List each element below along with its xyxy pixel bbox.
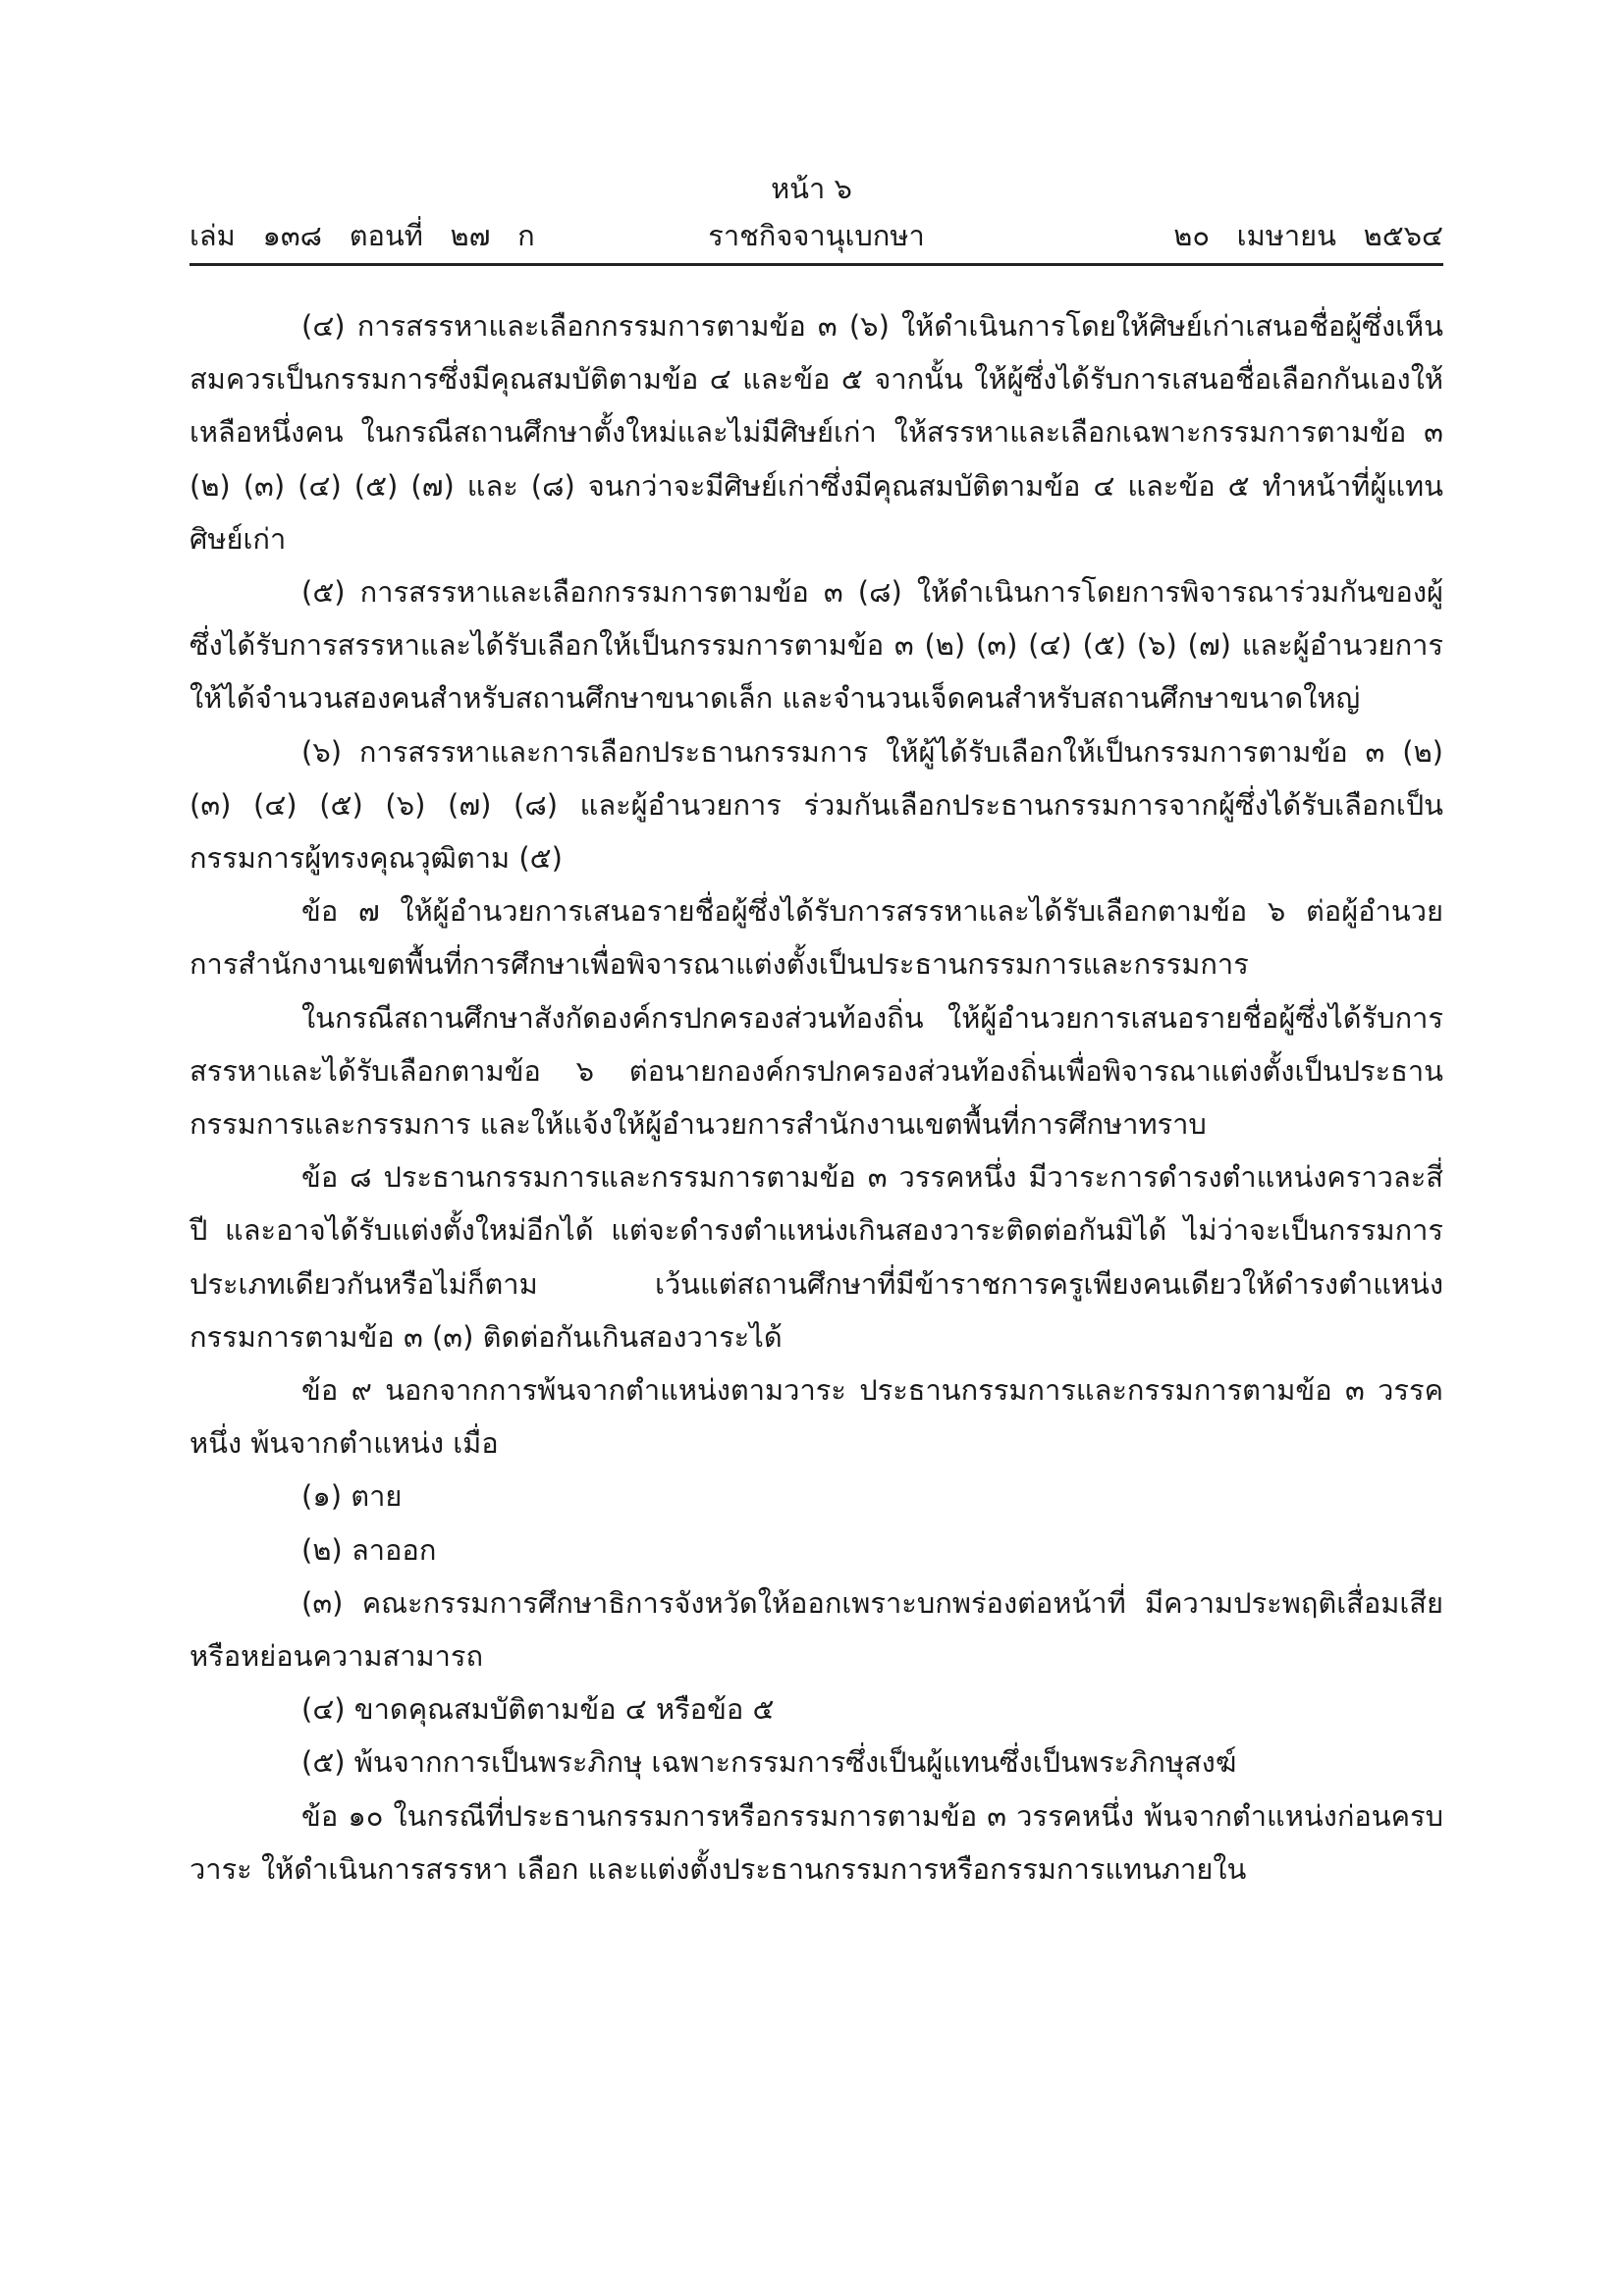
termination-item-5: (๕) พ้นจากการเป็นพระภิกษุ เฉพาะกรรมการซึ่งเป็นผู้แทนซึ่งเป็นพระภิกษุสงฆ์: [301, 1745, 1237, 1780]
article-7: ข้อ ๗ ให้ผู้อำนวยการเสนอรายชื่อผู้ซึ่งได้รับการสรรหาและได้รับเลือกตามข้อ ๖ ต่อผู้อำนวยการสำนักงานเขตพื้นที่การศึกษาเพื่อพิจารณาแต่งตั้งเป็นประธานกรรมการและกรรมการ: [189, 894, 1443, 982]
gazette-header: [189, 214, 1443, 257]
page-number: หน้า ๖: [771, 172, 852, 205]
header-divider: [189, 263, 1443, 266]
volume-issue: เล่ม ๑๓๘ ตอนที่ ๒๗ ก: [189, 219, 535, 252]
termination-item-4: (๔) ขาดคุณสมบัติตามข้อ ๔ หรือข้อ ๕: [301, 1692, 775, 1727]
publication-title: ราชกิจจานุเบกษา: [708, 219, 925, 252]
publication-date: ๒๐ เมษายน ๒๕๖๔: [1173, 219, 1443, 252]
paragraph-4-alumni-selection: (๔) การสรรหาและเลือกกรรมการตามข้อ ๓ (๖) ให้ดำเนินการโดยให้ศิษย์เก่าเสนอชื่อผู้ซึ่งเห็นสมควรเป็นกรรมการซึ่งมีคุณสมบัติตามข้อ ๔ และข้อ ๕ จากนั้น ให้ผู้ซึ่งได้รับการเสนอชื่อเลือกกันเองให้เหลือหนึ่งคน ในกรณีสถานศึกษาตั้งใหม่และไม่มีศิษย์เก่า ให้สรรหาและเลือกเฉพาะกรรมการตามข้อ ๓ (๒) (๓) (๔) (๕) (๗) และ (๘) จนกว่าจะมีศิษย์เก่าซึ่งมีคุณสมบัติตามข้อ ๔ และข้อ ๕ ทำหน้าที่ผู้แทนศิษย์เก่า: [189, 309, 1443, 556]
paragraph-6-chair-selection: (๖) การสรรหาและการเลือกประธานกรรมการ ให้ผู้ได้รับเลือกให้เป็นกรรมการตามข้อ ๓ (๒) (๓) (๔) (๕) (๖) (๗) (๘) และผู้อำนวยการ ร่วมกันเลือกประธานกรรมการจากผู้ซึ่งได้รับเลือกเป็นกรรมการผู้ทรงคุณวุฒิตาม (๕): [189, 734, 1443, 876]
termination-item-2: (๒) ลาออก: [301, 1532, 437, 1567]
article-7-local-government: ในกรณีสถานศึกษาสังกัดองค์กรปกครองส่วนท้องถิ่น ให้ผู้อำนวยการเสนอรายชื่อผู้ซึ่งได้รับการสรรหาและได้รับเลือกตามข้อ ๖ ต่อนายกองค์กรปกครองส่วนท้องถิ่นเพื่อพิจารณาแต่งตั้งเป็นประธานกรรมการและกรรมการ และให้แจ้งให้ผู้อำนวยการสำนักงานเขตพื้นที่การศึกษาทราบ: [189, 1000, 1443, 1142]
termination-item-1: (๑) ตาย: [301, 1479, 403, 1514]
article-9-termination: ข้อ ๙ นอกจากการพ้นจากตำแหน่งตามวาระ ประธานกรรมการและกรรมการตามข้อ ๓ วรรคหนึ่ง พ้นจากตำแหน่ง เมื่อ: [189, 1373, 1443, 1461]
document-body: [189, 299, 1443, 1896]
termination-item-3: (๓) คณะกรรมการศึกษาธิการจังหวัดให้ออกเพราะบกพร่องต่อหน้าที่ มีความประพฤติเสื่อมเสียหรือหย่อนความสามารถ: [189, 1585, 1443, 1674]
article-10-vacancy: ข้อ ๑๐ ในกรณีที่ประธานกรรมการหรือกรรมการตามข้อ ๓ วรรคหนึ่ง พ้นจากตำแหน่งก่อนครบวาระ ให้ดำเนินการสรรหา เลือก และแต่งตั้งประธานกรรมการหรือกรรมการแทนภายใน: [189, 1798, 1443, 1886]
paragraph-5-expert-selection: (๕) การสรรหาและเลือกกรรมการตามข้อ ๓ (๘) ให้ดำเนินการโดยการพิจารณาร่วมกันของผู้ซึ่งได้รับการสรรหาและได้รับเลือกให้เป็นกรรมการตามข้อ ๓ (๒) (๓) (๔) (๕) (๖) (๗) และผู้อำนวยการให้ได้จำนวนสองคนสำหรับสถานศึกษาขนาดเล็ก และจำนวนเจ็ดคนสำหรับสถานศึกษาขนาดใหญ่: [189, 575, 1443, 716]
article-8-term: ข้อ ๘ ประธานกรรมการและกรรมการตามข้อ ๓ วรรคหนึ่ง มีวาระการดำรงตำแหน่งคราวละสี่ปี และอาจได้รับแต่งตั้งใหม่อีกได้ แต่จะดำรงตำแหน่งเกินสองวาระติดต่อกันมิได้ ไม่ว่าจะเป็นกรรมการประเภทเดียวกันหรือไม่ก็ตาม เว้นแต่สถานศึกษาที่มีข้าราชการครูเพียงคนเดียวให้ดำรงตำแหน่งกรรมการตามข้อ ๓ (๓) ติดต่อกันเกินสองวาระได้: [189, 1160, 1443, 1354]
